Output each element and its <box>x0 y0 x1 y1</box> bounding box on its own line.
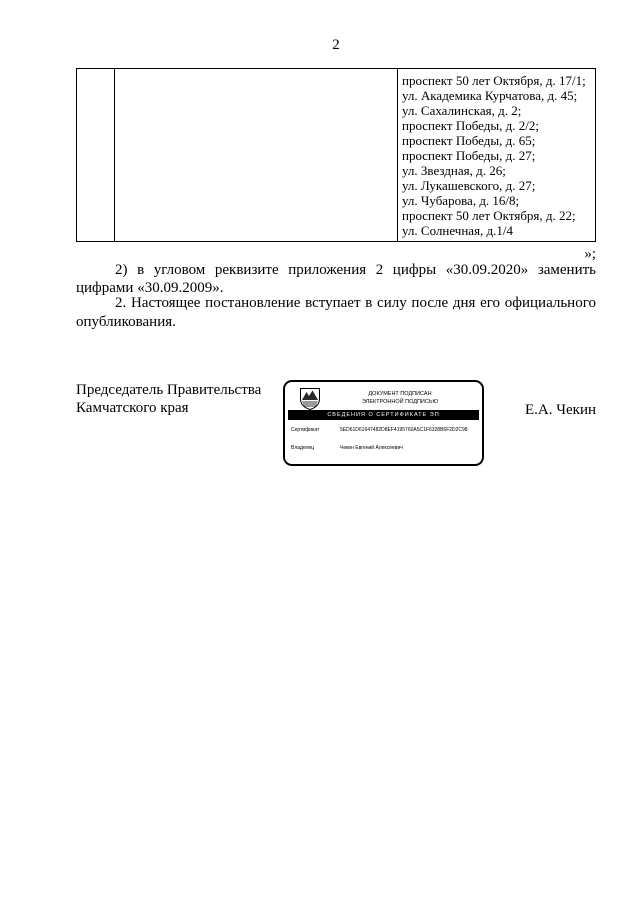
signatory-position-line-2: Камчатского края <box>76 400 189 416</box>
certificate-value: 5ED61D61647482D8EF4195760A5C1F6328B6F2D2C98 <box>340 427 468 433</box>
address-line: ул. Звездная, д. 26; <box>402 163 506 178</box>
table-cell-number <box>77 69 115 241</box>
address-line: проспект Победы, д. 65; <box>402 133 536 148</box>
table-cell-name <box>115 69 398 241</box>
closing-quote: »; <box>584 246 596 262</box>
address-line: ул. Академика Курчатова, д. 45; <box>402 88 578 103</box>
address-line: ул. Солнечная, д.1/4 <box>402 223 514 238</box>
signatory-name: Е.А. Чекин <box>525 402 596 418</box>
stamp-title-line: ДОКУМЕНТ ПОДПИСАН <box>368 391 432 397</box>
address-line: проспект Победы, д. 27; <box>402 148 536 163</box>
paragraph-1-line-1: 2) в угловом реквизите приложения 2 цифры «30.09.2020» заменить <box>115 262 596 278</box>
coat-of-arms-icon <box>299 387 321 411</box>
address-line: проспект 50 лет Октября, д. 17/1; <box>402 73 586 88</box>
address-line: ул. Сахалинская, д. 2; <box>402 103 522 118</box>
address-line: ул. Лукашевского, д. 27; <box>402 178 536 193</box>
address-line: ул. Чубарова, д. 16/8; <box>402 193 520 208</box>
owner-label: Владелец <box>291 445 315 451</box>
stamp-title <box>345 390 455 406</box>
address-line: проспект Победы, д. 2/2; <box>402 118 539 133</box>
owner-value: Чекин Евгений Алексеевич <box>340 445 403 451</box>
paragraph-2-line-2: опубликования. <box>76 314 176 330</box>
certificate-label: Сертификат <box>291 427 320 433</box>
table-cell-addresses <box>398 69 595 241</box>
stamp-title-line: ЭЛЕКТРОННОЙ ПОДПИСЬЮ <box>361 399 439 405</box>
stamp-certificate-header: СВЕДЕНИЯ О СЕРТИФИКАТЕ ЭП <box>288 410 479 420</box>
electronic-signature-stamp <box>283 380 484 466</box>
signatory-position-line-1: Председатель Правительства <box>76 382 262 398</box>
paragraph-2-line-1: 2. Настоящее постановление вступает в силу после дня его официального <box>115 295 596 311</box>
paragraph-1-line-2: цифрами «30.09.2009». <box>76 280 224 296</box>
address-line: проспект 50 лет Октября, д. 22; <box>402 208 576 223</box>
page-number: 2 <box>332 37 340 53</box>
address-table <box>76 68 596 242</box>
